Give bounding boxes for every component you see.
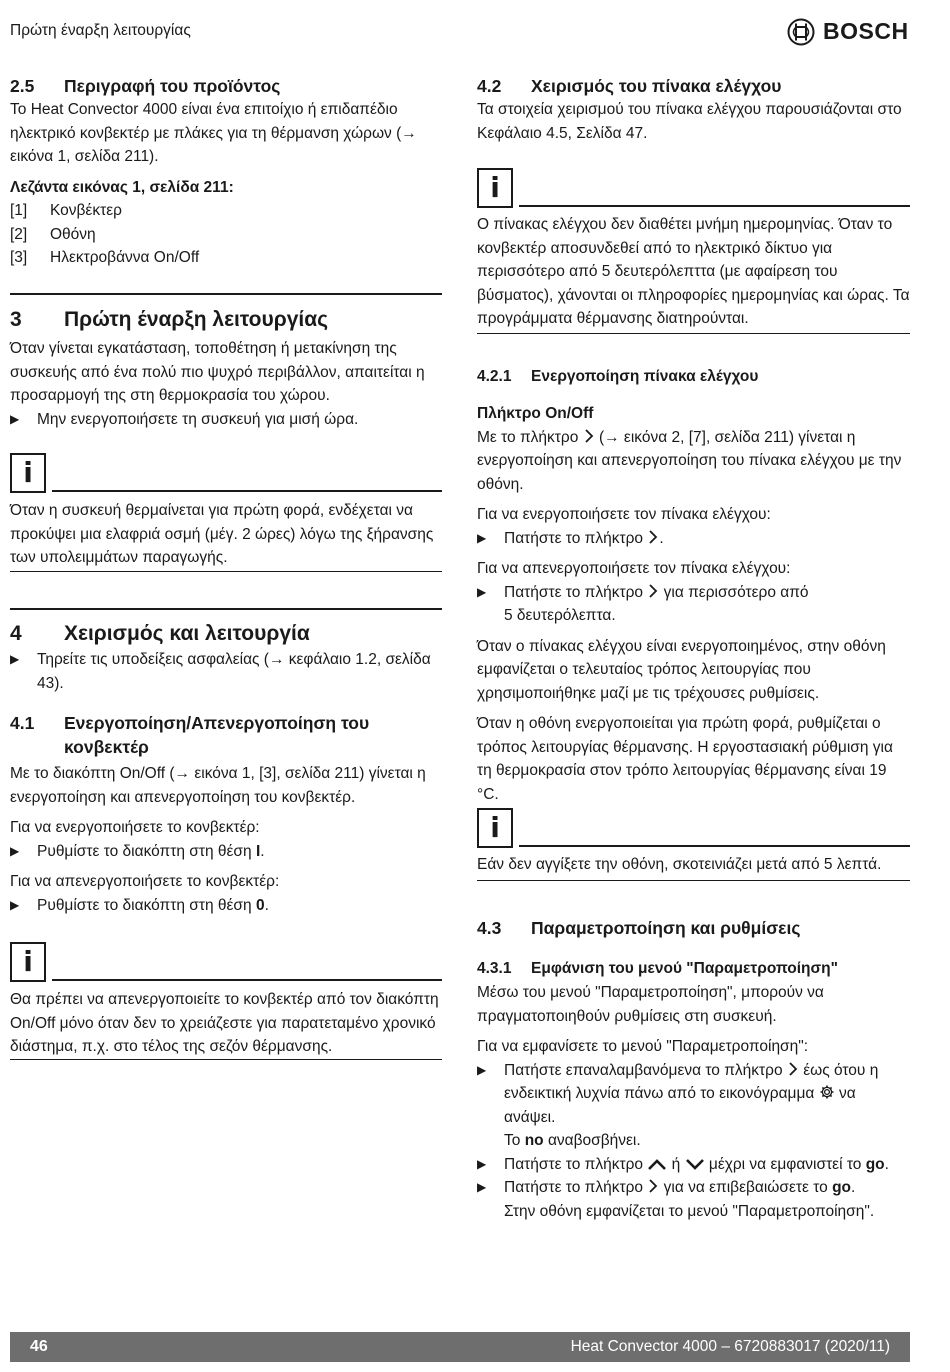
paragraph: Μέσω του μενού "Παραμετροποίηση", μπορούν να πραγματοποιηθούν ρυθμίσεις στη συσκευή. — [477, 984, 824, 1025]
list-item: ▶ Πατήστε το πλήκτρο για περισσότερο από 5 δευτερόλεπτα. — [477, 581, 910, 628]
list-item: ▶ Πατήστε επαναλαμβανόμενα το πλήκτρο έως ότου η ενδεικτική λυχνία πάνω από το εικονόγραμμα να ανάψει. Το no αναβοσβήνει. — [477, 1059, 910, 1153]
paragraph: Όταν η οθόνη ενεργοποιείται για πρώτη φορά, ρυθμίζεται ο τρόπος λειτουργίας θέρμανσης. Η εργοστασιακή ρύθμιση για τη θερμοκρασία στον τρόπο λειτουργίας θέρμανσης είναι 19 °C. — [477, 715, 893, 803]
list-item: ▶ Ρυθμίστε το διακόπτη στη θέση I. — [10, 840, 442, 864]
running-header: Πρώτη έναρξη λειτουργίας — [10, 22, 191, 39]
info-rule — [52, 490, 442, 492]
section-4-1 — [10, 711, 442, 917]
paragraph: Όταν γίνεται εγκατάσταση, τοποθέτηση ή μετακίνηση της συσκευής από ένα πολύ πιο ψυχρό περιβάλλον, απαιτείται η προσαρμογή της στη θερμοκρασία του χώρου. — [10, 340, 425, 404]
bullet-arrow-icon: ▶ — [10, 897, 20, 912]
chevron-right-icon — [647, 529, 659, 545]
info-note: Εάν δεν αγγίξετε την οθόνη, σκοτεινιάζει μετά από 5 λεπτά. — [477, 856, 882, 873]
chevron-right-icon — [647, 583, 659, 599]
bullet-arrow-icon: ▶ — [477, 530, 487, 545]
info-note: Ο πίνακας ελέγχου δεν διαθέτει μνήμη ημερομηνίας. Όταν το κονβεκτέρ αποσυνδεθεί από το ηλεκτρικό δίκτυο για περισσότερο από 5 δευτερόλεπττα (με αφαίρεση του βύσματος), χάνονται οι πληροφορίες ημερομηνίας και ώρας. Τα προγράμματα θέρμανσης διατηρούνται. — [477, 216, 910, 327]
bullet-arrow-icon: ▶ — [10, 411, 20, 426]
legend-item: [2] Οθόνη — [10, 225, 96, 243]
chevron-down-icon — [685, 1157, 705, 1171]
chevron-up-icon — [647, 1157, 667, 1171]
info-rule — [52, 979, 442, 981]
bullet-arrow-icon: ▶ — [10, 652, 20, 666]
chevron-right-icon — [583, 428, 595, 444]
list-item: ▶ Πατήστε το πλήκτρο για να επιβεβαιώσετε το go. Στην οθόνη εμφανίζεται το μενού "Παραμετροποίηση". — [477, 1176, 910, 1223]
section-4-3-1 — [477, 957, 910, 1223]
bosch-armature-icon — [787, 18, 815, 46]
section-4 — [10, 620, 442, 695]
info-end-rule — [477, 880, 910, 881]
section-heading: 2.5 Περιγραφή του προϊόντος — [10, 76, 281, 96]
paragraph: Για να απενεργοποιήσετε τον πίνακα ελέγχου: — [477, 560, 791, 577]
info-end-rule — [10, 1059, 442, 1060]
list-item: ▶ Πατήστε το πλήκτρο ή μέχρι να εμφανιστεί το go. — [477, 1153, 910, 1177]
page-footer — [10, 1332, 910, 1362]
section-rule — [10, 293, 442, 295]
info-rule — [519, 845, 910, 847]
subsection-heading: 4.3.1 Εμφάνιση του μενού "Παραμετροποίηση" — [477, 960, 838, 977]
section-heading: 4.3 Παραμετροποίηση και ρυθμίσεις — [477, 918, 801, 938]
bullet-arrow-icon: ▶ — [477, 1062, 487, 1077]
chevron-right-icon — [647, 1178, 659, 1194]
section-3 — [10, 306, 442, 431]
brand-name: BOSCH — [823, 18, 909, 45]
info-icon: i — [477, 808, 513, 848]
info-icon: i — [477, 168, 513, 208]
gear-icon — [819, 1084, 835, 1100]
section-heading: 4.1 Ενεργοποίηση/Απενεργοποίηση του κονβεκτέρ — [10, 713, 370, 757]
legend-item: [1] Κονβέκτερ — [10, 202, 122, 219]
paragraph: Όταν ο πίνακας ελέγχου είναι ενεργοποιημένος, στην οθόνη εμφανίζεται ο τελευταίος τρόπος λειτουργίας που χρησιμοποιήθηκε μαζί με τις τρέχουσες ρυθμίσεις. — [477, 637, 886, 702]
bullet-arrow-icon: ▶ — [477, 584, 487, 599]
paragraph: Για να απενεργοποιήσετε το κονβεκτέρ: — [10, 873, 280, 890]
bullet-arrow-icon: ▶ — [10, 843, 20, 858]
list-item: ▶ Μην ενεργοποιήσετε τη συσκευή για μισή ώρα. — [10, 408, 442, 432]
chapter-heading: 4 Χειρισμός και λειτουργία — [10, 622, 310, 645]
chapter-heading: 3 Πρώτη έναρξη λειτουργίας — [10, 308, 329, 331]
subheading: Πλήκτρο On/Off — [477, 405, 594, 422]
subsection-heading: 4.2.1 Ενεργοποίηση πίνακα ελέγχου — [477, 368, 759, 385]
list-item: ▶ Ρυθμίστε το διακόπτη στη θέση 0. — [10, 894, 442, 918]
brand-logo — [787, 16, 909, 48]
section-2-5 — [10, 74, 442, 270]
paragraph: Για να ενεργοποιήσετε τον πίνακα ελέγχου: — [477, 506, 771, 523]
paragraph: Για να ενεργοποιήσετε το κονβεκτέρ: — [10, 819, 260, 836]
legend-title: Λεζάντα εικόνας 1, σελίδα 211: — [10, 178, 234, 196]
chevron-right-icon — [787, 1061, 799, 1077]
info-note: Θα πρέπει να απενεργοποιείτε το κονβεκτέρ από τον διακόπτη On/Off μόνο όταν δεν το χρειάζεστε για παρατεταμένο χρονικό διάστημα, π.χ. στο τέλος της σεζόν θέρμανσης. — [10, 991, 439, 1055]
page-number: 46 — [30, 1338, 48, 1356]
paragraph: Το Heat Convector 4000 είναι ένα επιτοίχιο ή επιδαπέδιο ηλεκτρικό κονβεκτέρ με πλάκες για τη θέρμανση χώρων (→ εικόνα 1, σελίδα 211). — [10, 101, 417, 165]
section-4-2 — [477, 74, 910, 145]
info-end-rule — [10, 571, 442, 572]
paragraph: Για να εμφανίσετε το μενού "Παραμετροποίηση": — [477, 1038, 809, 1055]
info-icon: i — [10, 453, 46, 493]
section-4-2-1 — [477, 365, 910, 806]
section-heading: 4.2 Χειρισμός του πίνακα ελέγχου — [477, 76, 782, 96]
info-icon: i — [10, 942, 46, 982]
info-rule — [519, 205, 910, 207]
bullet-arrow-icon: ▶ — [477, 1156, 487, 1171]
paragraph: Τα στοιχεία χειρισμού του πίνακα ελέγχου παρουσιάζονται στο Κεφάλαιο 4.5, Σελίδα 47. — [477, 101, 902, 142]
info-note: Όταν η συσκευή θερμαίνεται για πρώτη φορά, ενδέχεται να προκύψει μια ελαφριά οσμή (μέγ. 2 ώρες) λόγω της ξήρανσης των υπολειμμάτων παραγωγής. — [10, 502, 434, 566]
info-end-rule — [477, 333, 910, 334]
paragraph: Με το διακόπτη On/Off (→ εικόνα 1, [3], σελίδα 211) γίνεται η ενεργοποίηση και απενεργοποίηση του κονβεκτέρ. — [10, 765, 426, 806]
section-4-3 — [477, 916, 910, 940]
list-item: ▶ Τηρείτε τις υποδείξεις ασφαλείας (→ κεφάλαιο 1.2, σελίδα 43). — [10, 648, 442, 695]
bullet-arrow-icon: ▶ — [477, 1180, 487, 1194]
paragraph: Με το πλήκτρο (→ εικόνα 2, [7], σελίδα 211) γίνεται η ενεργοποίηση και απενεργοποίηση του πίνακα ελέγχου με την οθόνη. — [477, 428, 902, 493]
list-item: ▶ Πατήστε το πλήκτρο . — [477, 527, 910, 551]
section-rule — [10, 608, 442, 610]
legend-item: [3] Ηλεκτροβάννα On/Off — [10, 249, 200, 266]
document-id: Heat Convector 4000 – 6720883017 (2020/11) — [570, 1338, 890, 1356]
